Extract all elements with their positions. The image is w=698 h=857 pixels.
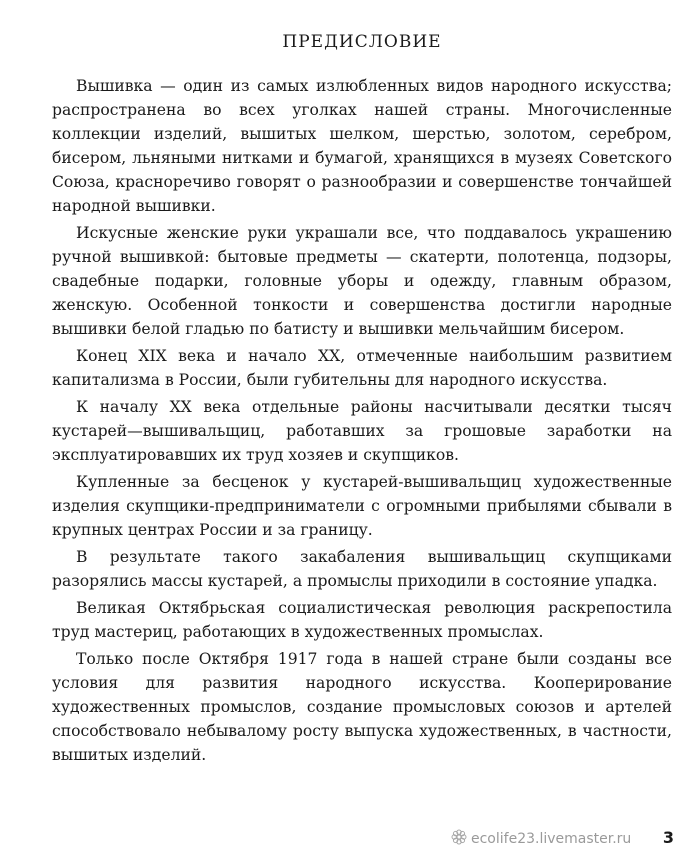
watermark-text: ecolife23.livemaster.ru [471, 831, 632, 847]
page-number: 3 [662, 828, 674, 847]
watermark [451, 829, 631, 849]
page-title: ПРЕДИСЛОВИЕ [282, 32, 442, 52]
paragraph-2: Искусные женские руки украшали все, что поддавалось украшению ручной вышивкой: бытовые предметы — скатерти, полотенца, подзоры, свадебные подарки, головные уборы и одежду, главным образом, женскую. Особенной тонкости и совершенства достигли народные вышивки белой гладью по батисту и вышивки мельчайшим бисером. [52, 224, 672, 338]
paragraph-1: Вышивка — один из самых излюбленных видов народного искусства; распространена во всех уголках нашей страны. Многочисленные коллекции изделий, вышитых шелком, шерстью, золотом, серебром, бисером, льняными нитками и бумагой, хранящихся в музеях Советского Союза, красноречиво говорят о разнообразии и совершенстве тончайшей народной вышивки. [52, 77, 672, 215]
paragraph-5: Купленные за бесценок у кустарей-вышивальщиц художественные изделия скупщики-предприниматели с огромными прибылями сбывали в крупных центрах России и за границу. [52, 473, 672, 539]
paragraph-3: Конец XIX века и начало XX, отмеченные наибольшим развитием капитализма в России, были губительны для народного искусства. [52, 347, 672, 389]
flower-icon [451, 829, 467, 849]
document-page [52, 32, 672, 770]
paragraph-4: К началу XX века отдельные районы насчитывали десятки тысяч кустарей—вышивальщиц, работавших за грошовые заработки на эксплуатировавших их труд хозяев и скупщиков. [52, 398, 672, 464]
paragraph-8: Только после Октября 1917 года в нашей стране были созданы все условия для развития народного искусства. Кооперирование художественных промыслов, создание промысловых союзов и артелей способствовало небывалому росту выпуска художественных, в частности, вышитых изделий. [52, 650, 672, 764]
paragraph-6: В результате такого закабаления вышивальщиц скупщиками разорялись массы кустарей, а промыслы приходили в состояние упадка. [52, 548, 672, 590]
paragraph-7: Великая Октябрьская социалистическая революция раскрепостила труд мастериц, работающих в художественных промыслах. [52, 599, 672, 641]
